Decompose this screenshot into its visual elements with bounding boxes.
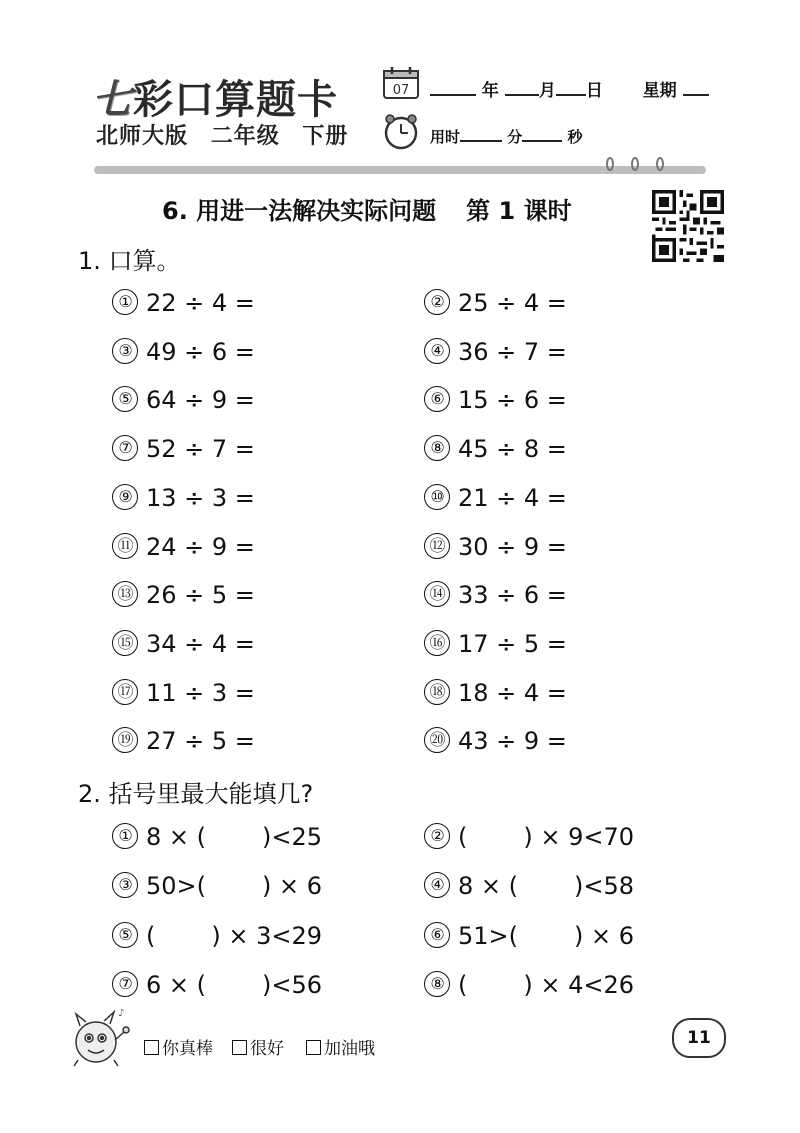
minutes-blank[interactable] [460,128,502,142]
seconds-label: 秒 [567,128,583,146]
item-number: ⑯ [424,630,450,656]
item-number: ⑨ [112,484,138,510]
eval-great[interactable] [144,1034,213,1059]
item-number: ⑬ [112,581,138,607]
item-number: ⑱ [424,679,450,705]
expression-before: ( [458,823,468,851]
oral-calc-item [424,434,567,464]
expression-before: ( [146,921,156,950]
item-number: ③ [112,338,138,364]
item-number: ⑪ [112,533,138,559]
expression-after: ) × 6 [574,921,635,950]
oral-calc-item [424,678,567,708]
day-blank[interactable] [556,80,586,96]
item-expression: 49 ÷ 6 = [146,337,255,366]
eval-good[interactable] [232,1034,284,1059]
expression-before: ( [458,970,468,999]
oral-calc-item [112,337,255,367]
item-number: ③ [112,872,138,898]
time-used-label: 用时 [430,128,461,146]
calendar-day: 07 [392,83,410,98]
calendar-icon [382,66,420,100]
expression-after: )<25 [262,823,323,851]
lesson-name: 6. 用进一法解决实际问题 [162,197,437,225]
item-number: ⑥ [424,386,450,412]
item-number: ⑲ [112,727,138,753]
weekday-blank[interactable] [683,80,709,96]
expression-after: ) × 6 [262,872,323,901]
month-label: 月 [538,81,556,101]
item-expression: 11 ÷ 3 = [146,678,255,707]
eval-great-label: 你真棒 [162,1039,213,1059]
expression-after: )<58 [574,872,635,901]
item-expression: 18 ÷ 4 = [458,678,567,707]
item-expression: 15 ÷ 6 = [458,386,567,415]
oral-calc-item [424,288,567,318]
expression-before: 51>( [458,921,519,950]
item-number: ① [112,289,138,315]
item-expression: 21 ÷ 4 = [458,483,567,512]
oral-calc-item [424,385,567,415]
oral-calc-item [424,726,567,756]
grade-label: 二年级 [210,124,280,149]
oral-calc-item [424,629,567,659]
edition-label: 北师大版 [96,124,189,149]
oral-calc-item [112,483,255,513]
item-expression: 64 ÷ 9 = [146,386,255,415]
expression-before: 8 × ( [146,823,206,851]
date-fields [430,76,709,101]
oral-calc-item [112,288,255,318]
expression-before: 6 × ( [146,970,206,999]
oral-calc-item [112,532,255,562]
oral-calc-item [424,580,567,610]
time-fields [430,126,583,147]
book-subtitle [96,119,362,150]
brand-rest: 彩口算题卡 [133,76,338,123]
brand-title [92,68,338,125]
fill-blank-item [424,921,634,951]
lesson-period: 第 1 课时 [466,197,572,225]
item-number: ④ [424,338,450,364]
section2-title: 2. 括号里最大能填几? [78,780,314,808]
checkbox-keep-going[interactable] [306,1040,321,1055]
mascot-icon [66,1004,138,1068]
item-expression: 34 ÷ 4 = [146,629,255,658]
fill-blank-item [424,822,634,852]
expression-after: ) × 9<70 [523,823,635,851]
oral-calc-item [112,385,255,415]
expression-after: )<56 [262,970,323,999]
oral-calc-item [112,678,255,708]
expression-before: 8 × ( [458,872,518,901]
fill-blank-item [424,871,634,901]
oral-calc-item [424,532,567,562]
seconds-blank[interactable] [522,128,562,142]
item-number: ④ [424,872,450,898]
oral-calc-item [112,434,255,464]
qr-code-icon[interactable] [652,190,724,262]
lesson-title [162,191,572,226]
page-number: 11 [672,1018,726,1058]
item-expression: 45 ÷ 8 = [458,435,567,464]
eval-keep-going[interactable] [306,1034,375,1059]
item-number: ⑭ [424,581,450,607]
item-expression: 52 ÷ 7 = [146,435,255,464]
item-expression: 13 ÷ 3 = [146,483,255,512]
item-number: ⑫ [424,533,450,559]
eval-good-label: 很好 [250,1039,284,1059]
minutes-label: 分 [507,128,523,146]
oral-calc-item [112,580,255,610]
day-label: 日 [585,81,603,101]
item-expression: 33 ÷ 6 = [458,581,567,610]
item-number: ⑧ [424,971,450,997]
item-number: ② [424,289,450,315]
item-expression: 36 ÷ 7 = [458,337,567,366]
fill-blank-item [112,921,322,951]
item-number: ⑤ [112,922,138,948]
volume-label: 下册 [302,124,349,149]
item-number: ⑮ [112,630,138,656]
item-expression: 25 ÷ 4 = [458,289,567,317]
year-label: 年 [481,81,499,101]
fill-blank-item [112,871,322,901]
fill-blank-item [112,970,322,1000]
item-expression: 22 ÷ 4 = [146,289,255,317]
item-number: ⑩ [424,484,450,510]
oral-calc-item [424,337,567,367]
item-number: ⑧ [424,435,450,461]
item-number: ⑦ [112,971,138,997]
binder-rings-icon [600,156,670,176]
item-number: ⑤ [112,386,138,412]
expression-before: 50>( [146,872,207,901]
year-blank[interactable] [430,80,476,96]
item-number: ⑳ [424,727,450,753]
oral-calc-item [424,483,567,513]
item-number: ② [424,823,450,849]
oral-calc-item [112,726,255,756]
weekday-label: 星期 [642,81,677,101]
expression-after: ) × 3<29 [211,921,323,950]
fill-blank-item [424,970,634,1000]
eval-keep-going-label: 加油哦 [324,1039,375,1059]
month-blank[interactable] [505,80,539,96]
item-expression: 17 ÷ 5 = [458,629,567,658]
item-expression: 24 ÷ 9 = [146,532,255,561]
section1-title: 1. 口算。 [78,247,181,275]
checkbox-good[interactable] [232,1040,247,1055]
item-expression: 30 ÷ 9 = [458,532,567,561]
item-number: ⑰ [112,679,138,705]
oral-calc-item [112,629,255,659]
clock-icon [382,113,420,151]
fill-blank-item [112,822,322,852]
item-expression: 43 ÷ 9 = [458,727,567,756]
item-number: ⑥ [424,922,450,948]
checkbox-great[interactable] [144,1040,159,1055]
item-expression: 26 ÷ 5 = [146,581,255,610]
svg-text:♪: ♪ [118,1008,125,1019]
item-expression: 27 ÷ 5 = [146,727,255,756]
expression-after: ) × 4<26 [523,970,635,999]
brand-qi: 七 [92,76,133,123]
item-number: ⑦ [112,435,138,461]
item-number: ① [112,823,138,849]
